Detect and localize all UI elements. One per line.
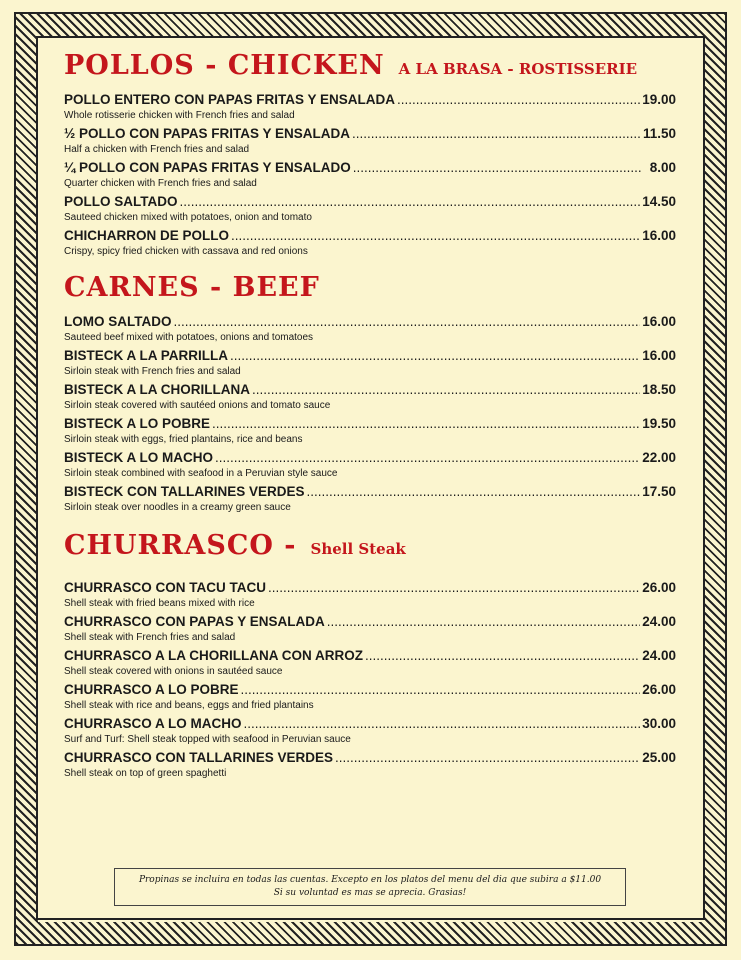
menu-item-name: ½ POLLO CON PAPAS FRITAS Y ENSALADA <box>64 126 351 141</box>
menu-content <box>64 50 676 796</box>
menu-item <box>64 483 676 514</box>
dot-leader <box>252 381 640 398</box>
menu-item-name: BISTECK A LO POBRE <box>64 416 211 431</box>
menu-item-description: Half a chicken with French fries and salad <box>64 144 250 155</box>
menu-item-price: 18.50 <box>642 382 676 397</box>
menu-item-name: BISTECK A LO MACHO <box>64 450 213 465</box>
dot-leader <box>397 91 640 108</box>
menu-item-line <box>64 715 676 732</box>
menu-item-line <box>64 193 676 210</box>
menu-item-description: Surf and Turf: Shell steak topped with seafood in Peruvian sauce <box>64 734 351 745</box>
menu-item-price: 19.50 <box>642 416 676 431</box>
section-title: CARNES - BEEF <box>64 272 320 303</box>
menu-item-name: CHURRASCO CON PAPAS Y ENSALADA <box>64 614 325 629</box>
menu-item-description: Shell steak with rice and beans, eggs and fried plantains <box>64 700 314 711</box>
section-subtitle: A LA BRASA - ROSTISSERIE <box>398 60 638 78</box>
menu-item <box>64 159 676 190</box>
menu-item-price: 8.00 <box>649 160 676 175</box>
dot-leader <box>307 483 641 500</box>
dot-leader <box>335 749 640 766</box>
menu-item-line <box>64 681 676 698</box>
menu-item-name: CHURRASCO CON TALLARINES VERDES <box>64 750 334 765</box>
menu-item <box>64 749 676 780</box>
menu-item-price: 30.00 <box>642 716 676 731</box>
menu-item-description: Sauteed beef mixed with potatoes, onions and tomatoes <box>64 332 314 343</box>
menu-item-name: POLLO ENTERO CON PAPAS FRITAS Y ENSALADA <box>64 92 396 107</box>
menu-item-price: 17.50 <box>642 484 676 499</box>
dot-leader <box>231 227 640 244</box>
menu-item-line <box>64 125 676 142</box>
menu-item-name: BISTECK A LA CHORILLANA <box>64 382 250 397</box>
section-subtitle: Shell Steak <box>310 540 406 558</box>
menu-item-price: 25.00 <box>642 750 676 765</box>
dot-leader <box>268 579 640 596</box>
menu-item-line <box>64 483 676 500</box>
menu-item-description: Shell steak with fried beans mixed with rice <box>64 598 255 609</box>
menu-item-line <box>64 415 676 432</box>
menu-item <box>64 125 676 156</box>
menu-item-description: Sirloin steak combined with seafood in a Peruvian style sauce <box>64 468 338 479</box>
menu-item-name: ¼ POLLO CON PAPAS FRITAS Y ENSALADO <box>64 160 351 175</box>
dot-leader <box>353 159 642 176</box>
section-title: POLLOS - CHICKEN <box>64 50 385 81</box>
menu-item <box>64 681 676 712</box>
dot-leader <box>365 647 640 664</box>
dot-leader <box>180 193 641 210</box>
menu-item-name: LOMO SALTADO <box>64 314 172 329</box>
menu-item-line <box>64 159 676 176</box>
menu-item <box>64 415 676 446</box>
menu-item-price: 14.50 <box>642 194 676 209</box>
menu-item-name: CHICHARRON DE POLLO <box>64 228 229 243</box>
menu-item-description: Quarter chicken with French fries and salad <box>64 178 257 189</box>
menu-item <box>64 227 676 258</box>
menu-item-name: CHURRASCO A LA CHORILLANA CON ARROZ <box>64 648 363 663</box>
menu-item-name: CHURRASCO A LO MACHO <box>64 716 242 731</box>
menu-item-line <box>64 227 676 244</box>
dot-leader <box>241 681 641 698</box>
menu-item-name: BISTECK A LA PARRILLA <box>64 348 228 363</box>
section-heading <box>64 272 676 303</box>
menu-item-name: CHURRASCO A LO POBRE <box>64 682 239 697</box>
menu-item-name: POLLO SALTADO <box>64 194 178 209</box>
menu-item-description: Sirloin steak with French fries and salad <box>64 366 241 377</box>
menu-item-line <box>64 381 676 398</box>
menu-item-line <box>64 313 676 330</box>
menu-item-line <box>64 91 676 108</box>
menu-item-price: 26.00 <box>642 580 676 595</box>
menu-item-price: 22.00 <box>642 450 676 465</box>
menu-item <box>64 579 676 610</box>
menu-item <box>64 715 676 746</box>
menu-item-description: Crispy, spicy fried chicken with cassava and red onions <box>64 246 308 257</box>
menu-item-description: Sauteed chicken mixed with potatoes, onion and tomato <box>64 212 312 223</box>
gratuity-note-line-1: Propinas se incluira en todas las cuentas. Excepto en los platos del menu del dia que subira a $11.00 <box>138 875 602 885</box>
menu-item-description: Sirloin steak with eggs, fried plantains, rice and beans <box>64 434 303 445</box>
menu-item-line <box>64 613 676 630</box>
menu-item-description: Shell steak covered with onions in sautéed sauce <box>64 666 283 677</box>
gratuity-note-line-2: Si su voluntad es mas se aprecia. Grasias! <box>273 888 467 898</box>
menu-item-price: 16.00 <box>642 348 676 363</box>
section-heading <box>64 50 676 81</box>
menu-item <box>64 313 676 344</box>
menu-item-line <box>64 347 676 364</box>
menu-item <box>64 613 676 644</box>
menu-item-description: Shell steak with French fries and salad <box>64 632 236 643</box>
section-beef <box>64 272 676 514</box>
menu-item-price: 24.00 <box>642 648 676 663</box>
dot-leader <box>215 449 640 466</box>
menu-item-line <box>64 749 676 766</box>
menu-item-price: 16.00 <box>642 314 676 329</box>
dot-leader <box>352 125 641 142</box>
menu-item-line <box>64 579 676 596</box>
menu-item-line <box>64 647 676 664</box>
menu-item <box>64 193 676 224</box>
menu-item-price: 16.00 <box>642 228 676 243</box>
dot-leader <box>327 613 640 630</box>
menu-item-name: CHURRASCO CON TACU TACU <box>64 580 266 595</box>
dot-leader <box>174 313 641 330</box>
dot-leader <box>244 715 641 732</box>
menu-item-price: 19.00 <box>642 92 676 107</box>
menu-item <box>64 449 676 480</box>
section-title: CHURRASCO - <box>64 530 297 561</box>
menu-item <box>64 381 676 412</box>
menu-item-description: Sirloin steak over noodles in a creamy green sauce <box>64 502 291 513</box>
menu-item-price: 24.00 <box>642 614 676 629</box>
menu-item <box>64 91 676 122</box>
dot-leader <box>212 415 640 432</box>
gratuity-note <box>114 868 626 906</box>
section-heading <box>64 530 676 561</box>
menu-item <box>64 347 676 378</box>
dot-leader <box>230 347 640 364</box>
menu-item-description: Shell steak on top of green spaghetti <box>64 768 227 779</box>
menu-item-name: BISTECK CON TALLARINES VERDES <box>64 484 305 499</box>
menu-item-price: 26.00 <box>642 682 676 697</box>
menu-item-description: Sirloin steak covered with sautéed onions and tomato sauce <box>64 400 331 411</box>
menu-item-price: 11.50 <box>642 126 676 141</box>
menu-item-description: Whole rotisserie chicken with French fries and salad <box>64 110 295 121</box>
menu-item <box>64 647 676 678</box>
section-chicken <box>64 50 676 258</box>
menu-item-line <box>64 449 676 466</box>
section-churrasco <box>64 530 676 780</box>
